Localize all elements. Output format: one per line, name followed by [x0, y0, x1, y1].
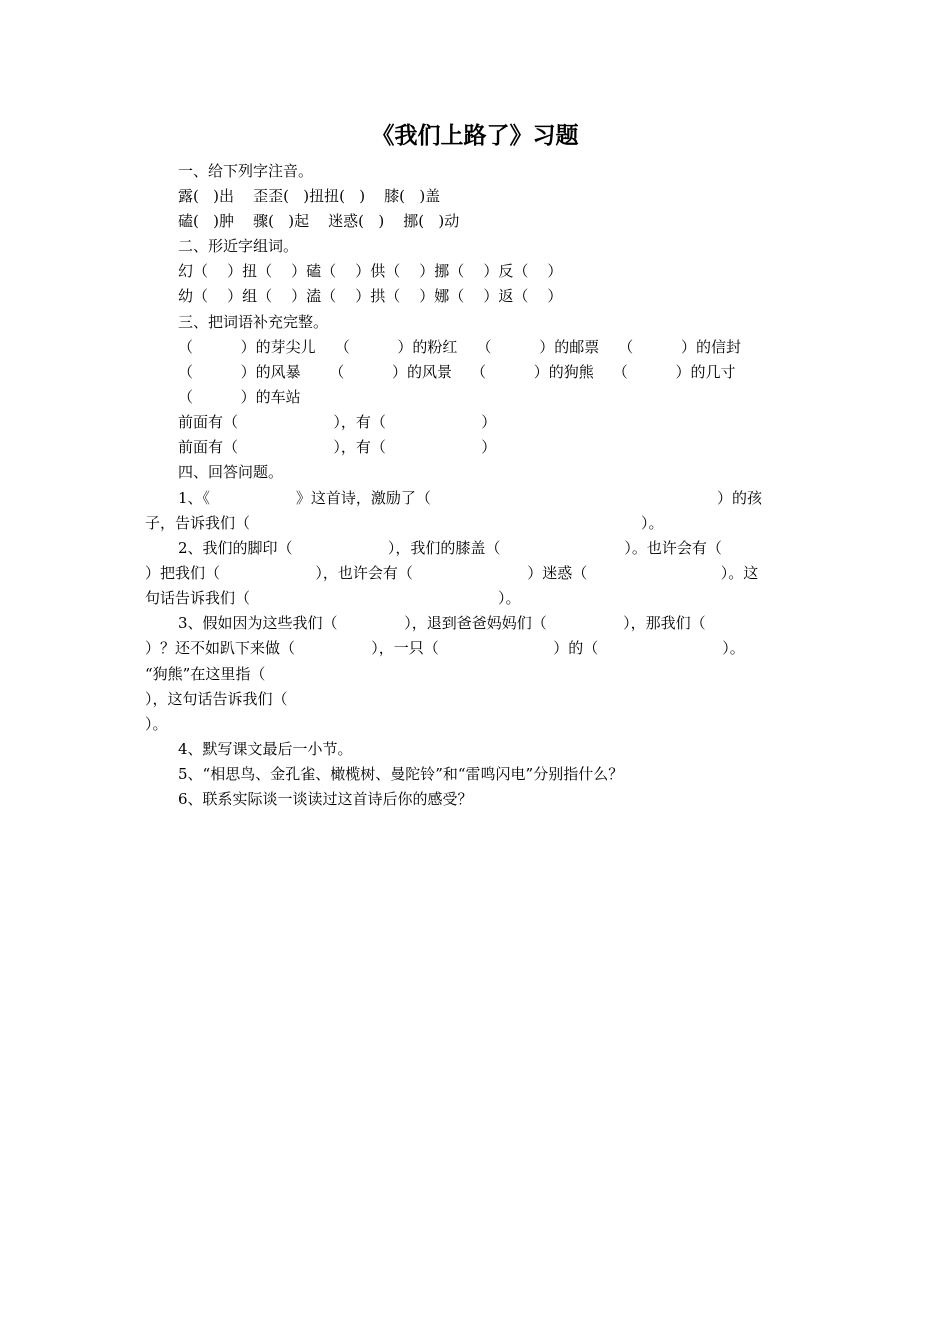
question-3-line-5: ）。 [145, 715, 168, 733]
section-3-heading: 三、把词语补充完整。 [178, 313, 329, 331]
question-1-line-1: 1、《 》这首诗，激励了（ ）的孩 [178, 489, 762, 507]
section-4-heading: 四、回答问题。 [178, 463, 284, 481]
question-2-line-3: 句话告诉我们（ ）。 [145, 589, 521, 607]
question-2-line-2: ）把我们（ ），也许会有（ ）迷惑（ ）。这 [145, 564, 759, 582]
section-2-line-2: 幼（ ）组（ ）溘（ ）拱（ ）娜（ ）返（ ） [178, 287, 563, 305]
question-5: 5、“相思鸟、金孔雀、橄榄树、曼陀铃”和“雷鸣闪电”分别指什么？ [178, 765, 624, 783]
section-2-heading: 二、形近字组词。 [178, 237, 299, 255]
question-6: 6、联系实际谈一谈读过这首诗后你的感受？ [178, 790, 473, 808]
question-3-line-3: “狗熊”在这里指（ [145, 665, 266, 683]
question-2-line-1: 2、我们的脚印（ ），我们的膝盖（ ）。也许会有（ [178, 539, 722, 557]
section-1-heading: 一、给下列字注音。 [178, 162, 314, 180]
question-4: 4、默写课文最后一小节。 [178, 740, 353, 758]
document-title: 《我们上路了》习题 [371, 122, 579, 149]
question-3-line-1: 3、假如因为这些我们（ ），退到爸爸妈妈们（ ），那我们（ [178, 614, 706, 632]
question-3-line-2: ）？还不如趴下来做（ ），一只（ ）的（ ）。 [145, 639, 745, 657]
question-3-line-4: ），这句话告诉我们（ [145, 690, 288, 708]
section-3-line-2: （ ）的风暴 （ ）的风景 （ ）的狗熊 （ ）的几寸 [178, 363, 736, 381]
section-3-line-1: （ ）的芽尖儿 （ ）的粉红 （ ）的邮票 （ ）的信封 [178, 338, 741, 356]
section-3-line-5: 前面有（ ），有（ ） [178, 438, 497, 456]
section-3-line-4: 前面有（ ），有（ ） [178, 413, 497, 431]
section-1-line-1: 露( )出 歪歪( )扭扭( ) 膝( )盖 [178, 187, 441, 205]
section-2-line-1: 幻（ ）扭（ ）磕（ ）供（ ）挪（ ）反（ ） [178, 262, 563, 280]
question-1-line-2: 子，告诉我们（ ）。 [145, 514, 664, 532]
section-1-line-2: 磕( )肿 骤( )起 迷惑( ) 挪( )动 [178, 212, 460, 230]
section-3-line-3: （ ）的车站 [178, 388, 301, 406]
